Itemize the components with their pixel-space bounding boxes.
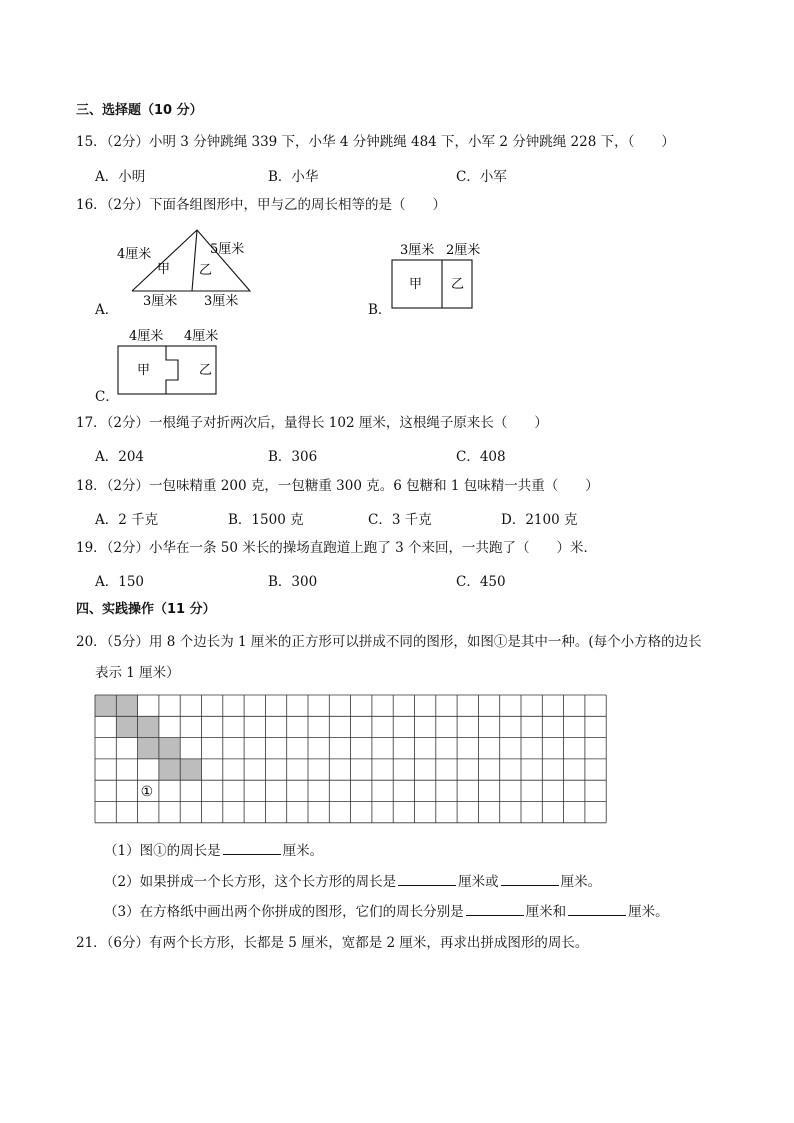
question-19-stem: 19．（2分）小华在一条 50 米长的操场直跑道上跑了 3 个来回，一共跑了（ ）米． (76, 540, 597, 556)
fig-a-bottom-right-label: 3厘米 (204, 294, 239, 309)
q20-sub2-blank-1[interactable] (398, 873, 456, 886)
fig-a-bottom-left-label: 3厘米 (143, 294, 178, 309)
fig-a-jia: 甲 (157, 262, 171, 277)
q20-sub3-blank-2[interactable] (568, 903, 626, 916)
shaded-cell (180, 759, 201, 780)
q16-figure-a (112, 228, 262, 313)
question-18-stem: 18．（2分）一包味精重 200 克，一包糖重 300 克。6 包糖和 1 包味精一共重（ ） (76, 478, 599, 494)
fig-c-top-right-label: 4厘米 (184, 329, 219, 344)
question-16-stem: 16．（2分）下面各组图形中，甲与乙的周长相等的是（ ） (76, 197, 447, 213)
q20-sub2-prefix: （2）如果拼成一个长方形，这个长方形的周长是 (104, 874, 397, 890)
q20-sub2-blank-2[interactable] (501, 873, 559, 886)
shaded-cell (116, 716, 137, 737)
q15-option-c[interactable]: C．小军 (456, 169, 507, 185)
question-17-stem: 17．（2分）一根绳子对折两次后，量得长 102 厘米，这根绳子原来长（ ） (76, 415, 548, 431)
q16-option-b[interactable]: B． (368, 302, 392, 318)
q18-option-b[interactable]: B．1500 克 (228, 512, 304, 528)
q17-option-b[interactable]: B．306 (268, 449, 318, 465)
question-20-stem-line2: 表示 1 厘米） (95, 665, 180, 681)
q19-option-a[interactable]: A．150 (95, 574, 145, 590)
fig-a-left-label: 4厘米 (117, 247, 152, 262)
fig-b-top-right-label: 2厘米 (446, 243, 481, 258)
fig-a-right-label: 5厘米 (210, 242, 245, 257)
section-title-practice: 四、实践操作（11 分） (76, 602, 216, 617)
q20-sub3-prefix: （3）在方格纸中画出两个你拼成的图形，它们的周长分别是 (104, 904, 464, 920)
question-21-stem: 21．（6分）有两个长方形，长都是 5 厘米，宽都是 2 厘米，再求出拼成图形的周长。 (76, 935, 589, 951)
square-grid[interactable] (94, 694, 608, 826)
q16-figure-b (390, 238, 490, 310)
fig-c-yi: 乙 (199, 363, 213, 378)
q20-sub2 (104, 873, 601, 891)
q20-sub3-blank-1[interactable] (466, 903, 524, 916)
question-20-stem-line1: 20．（5分）用 8 个边长为 1 厘米的正方形可以拼成不同的图形，如图①是其中一种。(每个小方格的边长 (76, 634, 702, 650)
shaded-cell (95, 695, 116, 716)
q20-sub1-suffix: 厘米。 (282, 843, 324, 859)
q20-sub3-suffix: 厘米。 (628, 904, 669, 920)
q16-option-c[interactable]: C． (95, 389, 119, 405)
fig-c-top-left-label: 4厘米 (129, 329, 164, 344)
q20-sub2-mid: 厘米或 (458, 874, 499, 890)
fig-b-top-left-label: 3厘米 (400, 243, 435, 258)
q18-option-d[interactable]: D．2100 克 (501, 512, 578, 528)
q15-option-a[interactable]: A．小明 (95, 169, 146, 185)
q19-option-b[interactable]: B．300 (268, 574, 318, 590)
q20-sub2-suffix: 厘米。 (560, 874, 602, 890)
q20-sub1 (104, 842, 323, 860)
q20-sub1-prefix: （1）图①的周长是 (104, 843, 221, 859)
q17-option-c[interactable]: C．408 (456, 449, 506, 465)
shaded-cell (138, 716, 159, 737)
fig-a-yi: 乙 (199, 263, 213, 278)
question-15-stem: 15．（2分）小明 3 分钟跳绳 339 下，小华 4 分钟跳绳 484 下，小军 2 分钟跳绳 228 下，（ ） (76, 134, 675, 150)
shaded-cell (138, 738, 159, 759)
q20-sub3 (104, 903, 669, 921)
q16-option-a[interactable]: A． (95, 302, 119, 318)
q17-option-a[interactable]: A．204 (95, 449, 145, 465)
q19-option-c[interactable]: C．450 (456, 574, 506, 590)
fig-b-jia: 甲 (409, 277, 423, 292)
shaded-cell (159, 738, 180, 759)
figure-1-marker: ① (140, 784, 154, 801)
q20-sub1-blank[interactable] (223, 842, 281, 855)
shaded-cell (116, 695, 137, 716)
fig-c-jia: 甲 (137, 363, 151, 378)
section-title-choice: 三、选择题（10 分） (76, 103, 203, 118)
q16-figure-c (115, 324, 225, 399)
q20-sub3-mid: 厘米和 (525, 904, 567, 920)
q15-option-b[interactable]: B．小华 (268, 169, 319, 185)
q18-option-a[interactable]: A．2 千克 (95, 512, 159, 528)
shaded-cell (159, 759, 180, 780)
q18-option-c[interactable]: C．3 千克 (368, 512, 432, 528)
fig-b-yi: 乙 (451, 277, 465, 292)
